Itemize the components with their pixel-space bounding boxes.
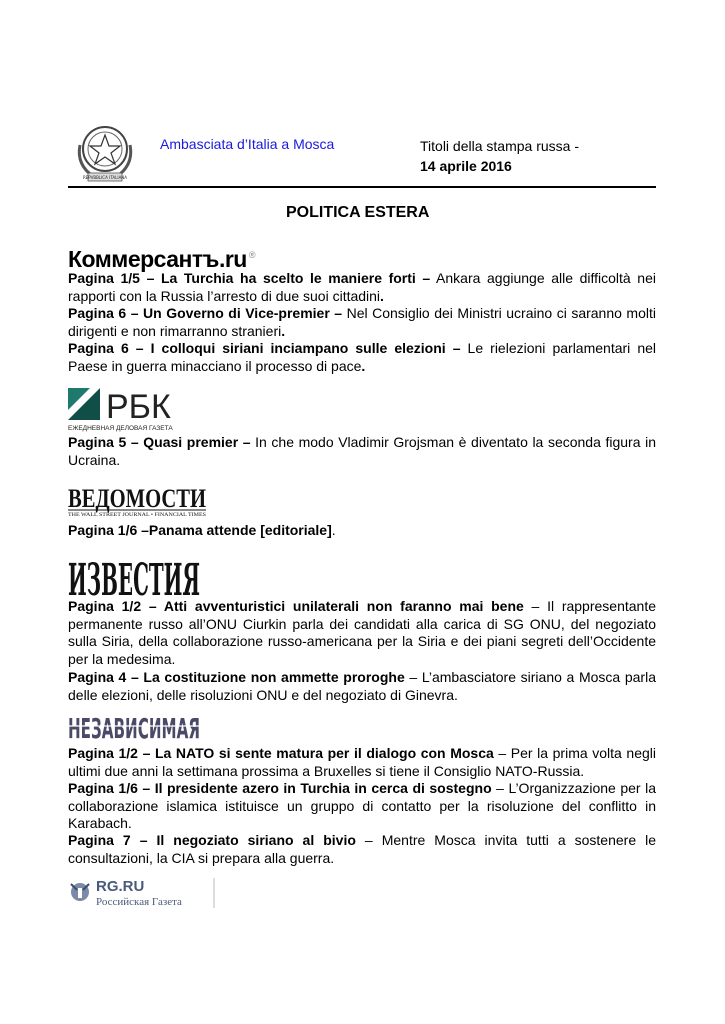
article-i1 xyxy=(68,598,656,668)
article-k2: Pagina 6 – Un Governo di Vice-premier – Nel Consiglio dei Ministri ucraino ci saranno molti dirigenti e non rimarranno stranieri. xyxy=(68,305,656,339)
headline: Pagina 4 – La costituzione non ammette proroghe xyxy=(68,669,405,685)
headline: Pagina 1/2 – La NATO si sente matura per il dialogo con Mosca xyxy=(68,745,494,761)
italian-emblem-icon xyxy=(70,115,140,187)
summary: – L’ambasciatore siriano a Mosca parla delle elezioni, delle risoluzioni ONU e del negoziato di Ginevra. xyxy=(68,669,656,703)
headline: Pagina 7 – Il negoziato siriano al bivio xyxy=(68,832,356,848)
kommersant-wordmark: Коммерсантъ.ru xyxy=(68,246,247,272)
izvestia-wordmark: ИЗВЕСТИЯ xyxy=(68,555,200,599)
title-line: Titoli della stampa russa - xyxy=(420,138,579,154)
summary: Ankara aggiunge alle difficoltà nei rapporti con la Russia l’arresto di due suoi cittadini xyxy=(68,270,656,304)
nezavisimaya-wordmark: НЕЗАВИСИМАЯ xyxy=(68,712,200,742)
summary: In che modo Vladimir Grojsman è diventato la seconda figura in Ucraina. xyxy=(68,434,656,468)
headline: Pagina 6 – Un Governo di Vice-premier – xyxy=(68,305,343,321)
headline: Pagina 1/6 – Il presidente azero in Turchia in cerca di sostegno xyxy=(68,780,492,796)
nezavisimaya-logo xyxy=(68,712,202,742)
summary: – Mentre Mosca invita tutti a sostenere le consultazioni, la CIA si prepara alla guerra. xyxy=(68,832,657,866)
vedomosti-wordmark: ВЕДОМОСТИ xyxy=(68,484,206,513)
rg-tagline: Российская Газета xyxy=(96,896,182,908)
article-n2 xyxy=(68,780,656,833)
double-eagle-icon xyxy=(71,883,89,901)
summary: Le rielezioni parlamentari nel Paese in guerra minacciano il processo di pace xyxy=(68,340,656,374)
summary: . xyxy=(331,522,336,538)
registered-mark: ® xyxy=(248,250,255,261)
rbk-wordmark: РБК xyxy=(106,388,171,426)
article-k1: Pagina 1/5 – La Turchia ha scelto le maniere forti – Ankara aggiunge alle difficoltà nei rapporti con la Russia l’arresto di due suoi cittadini. xyxy=(68,270,656,304)
headline: Pagina 6 – I colloqui siriani inciampano sulle elezioni – xyxy=(68,340,461,356)
kommersant-logo xyxy=(68,246,255,273)
article-n1 xyxy=(68,745,656,780)
rbk-tagline: ЕЖЕДНЕВНАЯ ДЕЛОВАЯ ГАЗЕТА xyxy=(68,425,173,432)
headline: Pagina 1/2 – Atti avventuristici unilaterali non faranno mai bene xyxy=(68,598,524,614)
embassy-name: Ambasciata d’Italia a Mosca xyxy=(160,136,335,152)
summary: – Per la prima volta negli ultimi due anni la settimana prossima a Bruxelles si tiene il Consiglio NATO-Russia. xyxy=(68,745,657,779)
headline: Pagina 1/5 – La Turchia ha scelto le maniere forti – xyxy=(68,270,431,286)
vedomosti-logo xyxy=(68,483,208,517)
article-v1 xyxy=(68,522,656,540)
svg-text:REPVBBLICA ITALIANA: REPVBBLICA ITALIANA xyxy=(82,175,128,180)
vedomosti-tagline: THE WALL STREET JOURNAL • FINANCIAL TIMES xyxy=(68,513,207,517)
press-review-title xyxy=(420,136,579,176)
date-line: 14 aprile 2016 xyxy=(420,158,512,174)
izvestia-logo xyxy=(68,555,202,599)
headline: Pagina 5 – Quasi premier – xyxy=(68,434,251,450)
rg-logo xyxy=(68,876,218,910)
summary: – L’Organizzazione per la collaborazione islamica istituisce un gruppo di contatto per la risoluzione del conflitto in Karabach. xyxy=(68,780,656,832)
article-r1 xyxy=(68,434,656,469)
summary: – Il rappresentante permanente russo all’ONU Ciurkin parla dei candidati alla carica di SG ONU, del negoziato sulla Siria, della collaborazione russo-americana per la Siria e dei piani segreti dell’Occidente per la medesima. xyxy=(68,598,656,667)
header-divider xyxy=(68,186,656,188)
headline: Pagina 1/6 –Panama attende [editoriale] xyxy=(68,522,332,538)
rbk-logo xyxy=(68,386,188,432)
section-title: POLITICA ESTERA xyxy=(286,204,430,221)
article-n3 xyxy=(68,832,656,867)
summary: Nel Consiglio dei Ministri ucraino ci saranno molti dirigenti e non rimarranno stranieri xyxy=(68,305,656,339)
rg-wordmark: RG.RU xyxy=(96,878,145,895)
article-k3: Pagina 6 – I colloqui siriani inciampano sulle elezioni – Le rielezioni parlamentari nel Paese in guerra minacciano il processo di pace. xyxy=(68,340,656,374)
article-i2 xyxy=(68,669,656,704)
